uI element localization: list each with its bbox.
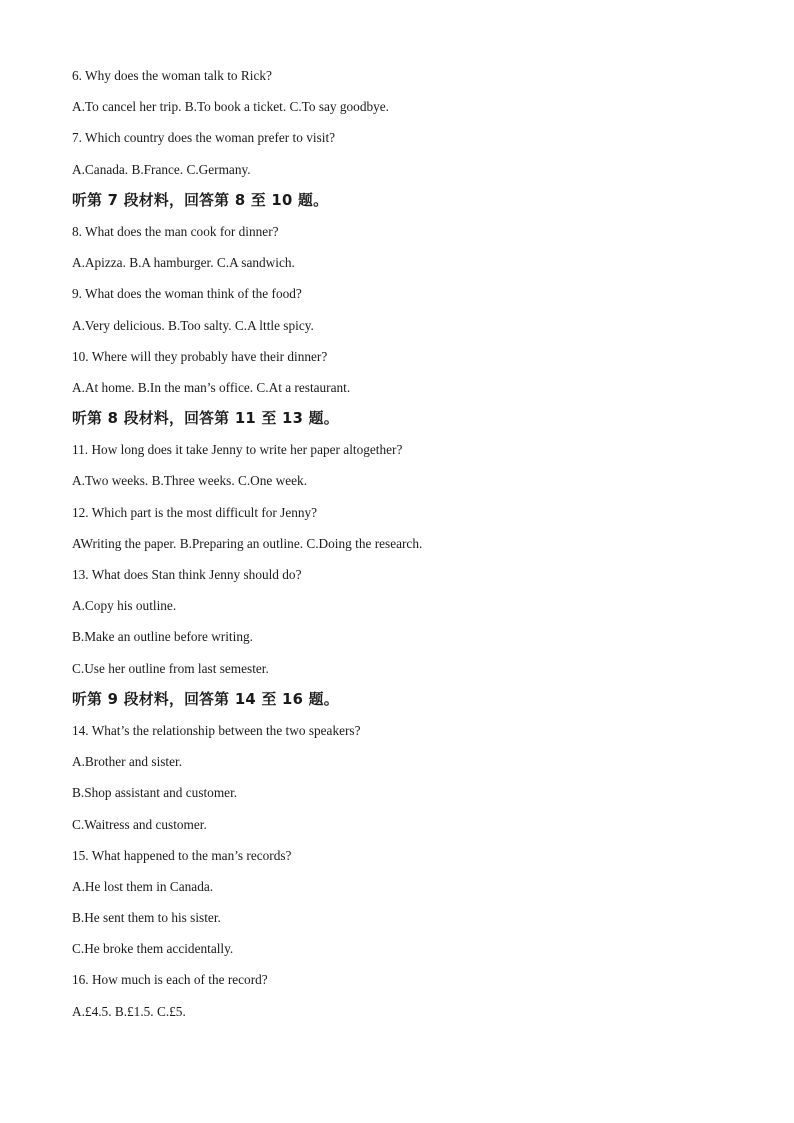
question-12: 12. Which part is the most difficult for Jenny? (72, 504, 318, 520)
question-11: 11. How long does it take Jenny to write her paper altogether? (72, 442, 403, 458)
option-13a: A.Copy his outline. (72, 598, 177, 614)
question-8: 8. What does the man cook for dinner? (72, 223, 279, 239)
question-14: 14. What’s the relationship between the two speakers? (72, 722, 361, 738)
question-16: 16. How much is each of the record? (72, 972, 268, 988)
option-14a: A.Brother and sister. (72, 754, 183, 770)
option-15a: A.He lost them in Canada. (72, 878, 214, 894)
section-heading-8: 听第 8 段材料，回答第 11 至 13 题。 (72, 410, 339, 428)
options-6: A.To cancel her trip. B.To book a ticket. C.To say goodbye. (72, 99, 389, 115)
question-15: 15. What happened to the man’s records? (72, 847, 292, 863)
option-13c: C.Use her outline from last semester. (72, 660, 269, 676)
options-10: A.At home. B.In the man’s office. C.At a restaurant. (72, 379, 351, 395)
options-11: A.Two weeks. B.Three weeks. C.One week. (72, 473, 308, 489)
document-page (72, 66, 732, 1033)
options-16: A.£4.5. B.£1.5. C.£5. (72, 1003, 186, 1019)
question-13: 13. What does Stan think Jenny should do? (72, 567, 302, 582)
question-9: 9. What does the woman think of the food? (72, 286, 302, 302)
section-heading-7: 听第 7 段材料，回答第 8 至 10 题。 (72, 191, 329, 209)
option-13b: B.Make an outline before writing. (72, 629, 253, 645)
question-10: 10. Where will they probably have their dinner? (72, 348, 328, 364)
options-9: A.Very delicious. B.Too salty. C.A lttle spicy. (72, 317, 314, 333)
option-15c: C.He broke them accidentally. (72, 941, 234, 957)
option-15b: B.He sent them to his sister. (72, 910, 221, 926)
options-8: A.Apizza. B.A hamburger. C.A sandwich. (72, 255, 295, 271)
option-14b: B.Shop assistant and customer. (72, 785, 238, 801)
section-heading-9: 听第 9 段材料，回答第 14 至 16 题。 (72, 690, 339, 708)
options-7: A.Canada. B.France. C.Germany. (72, 161, 251, 177)
question-6: 6. Why does the woman talk to Rick? (72, 68, 272, 83)
question-7: 7. Which country does the woman prefer to visit? (72, 130, 336, 146)
option-14c: C.Waitress and customer. (72, 816, 207, 832)
options-12: AWriting the paper. B.Preparing an outline. C.Doing the research. (72, 535, 423, 551)
